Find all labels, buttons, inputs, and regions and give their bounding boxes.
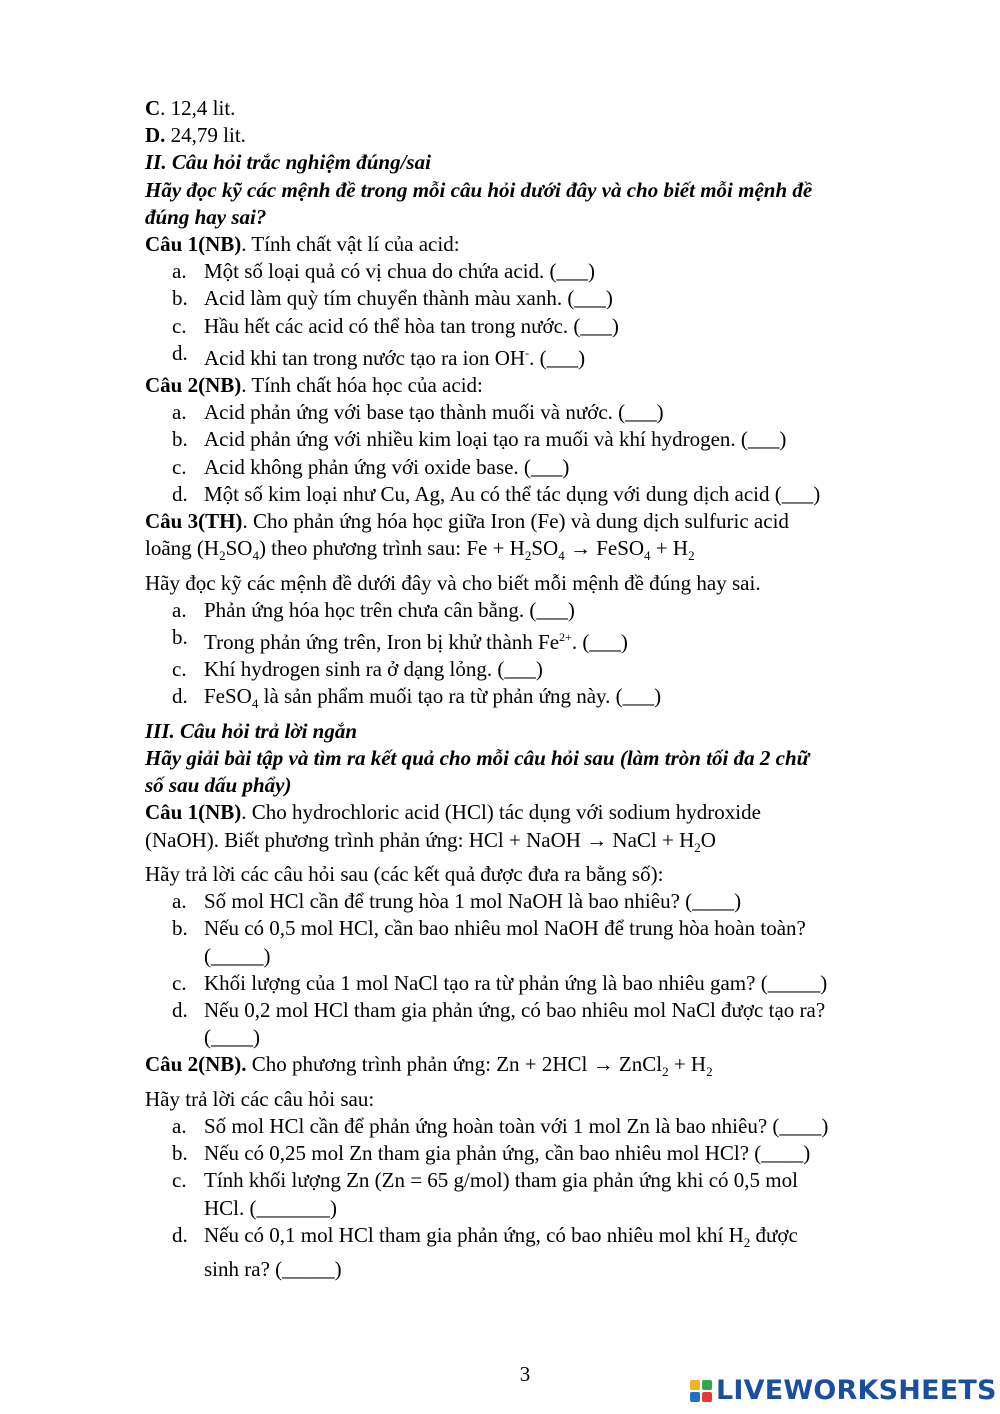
option-c: C. 12,4 lit. <box>145 96 236 120</box>
statement-item: a. Acid phản ứng với base tạo thành muối và nước. (___) <box>172 400 664 425</box>
question-equation-line: loãng $(H_2SO_4)$ theo phương trình sau: $Fe + H_2SO_4$ → FeSO$_4$ + $H_2$ <box>145 536 695 564</box>
liveworksheets-brand[interactable] <box>690 1375 997 1406</box>
short-answer-item: c. Khối lượng của 1 mol NaCl tạo ra từ phản ứng là bao nhiêu gam? (_____) <box>172 970 828 995</box>
statement-item: b. Acid phản ứng với nhiều kim loại tạo ra muối và khí hydrogen. (___) <box>172 427 787 452</box>
question-heading: Câu 1(NB). Cho hydrochloric acid (HCl) tác dụng với sodium hydroxide <box>145 800 761 825</box>
question-heading: Câu 3(TH). Cho phản ứng hóa học giữa Iron (Fe) và dung dịch sulfuric acid <box>145 509 789 534</box>
short-answer-item: c. Tính khối lượng Zn (Zn = 65 g/mol) tham gia phản ứng khi có 0,5 mol HCl. (_______) <box>172 1168 798 1220</box>
statement-item: d. FeSO$_4$ là sản phẩm muối tạo ra từ phản ứng này. (___) <box>172 684 662 712</box>
statement-item: c. Khí hydrogen sinh ra ở dạng lỏng. (___) <box>172 657 543 682</box>
section-3-instruction: Hãy giải bài tập và tìm ra kết quả cho mỗi câu hỏi sau (làm tròn tối đa 2 chữ <box>145 746 810 771</box>
question-heading: Câu 2(NB). Tính chất hóa học của acid: <box>145 373 483 398</box>
question-instruction: Hãy trả lời các câu hỏi sau: <box>145 1086 375 1111</box>
question-heading: Câu 2(NB). Cho phương trình phản ứng: Zn + 2HCl → ZnCl$_2$ + $H_2$ <box>145 1052 713 1080</box>
section-3-title: III. Câu hỏi trả lời ngắn <box>145 718 358 743</box>
section-2-instruction: Hãy đọc kỹ các mệnh đề trong mỗi câu hỏi dưới đây và cho biết mỗi mệnh đề <box>145 177 813 202</box>
short-answer-item: b. Nếu có 0,25 mol Zn tham gia phản ứng, cần bao nhiêu mol HCl? (____) <box>172 1141 811 1166</box>
document-page <box>145 95 925 1283</box>
page-number: 3 <box>519 1362 531 1386</box>
question-heading: Câu 1(NB). Tính chất vật lí của acid: <box>145 232 460 257</box>
short-answer-item: b. Nếu có 0,5 mol HCl, cần bao nhiêu mol NaOH để trung hòa hoàn toàn? (_____) <box>172 916 806 968</box>
logo-square-yellow <box>690 1380 700 1390</box>
statement-item: d. Acid khi tan trong nước tạo ra ion OH-. (___) <box>172 340 586 370</box>
short-answer-item: a. Số mol HCl cần để trung hòa 1 mol NaOH là bao nhiêu? (____) <box>172 889 742 914</box>
question-instruction: Hãy trả lời các câu hỏi sau (các kết quả được đưa ra bằng số): <box>145 862 664 887</box>
statement-item: a. Một số loại quả có vị chua do chứa acid. (___) <box>172 259 596 284</box>
short-answer-item: d. Nếu 0,2 mol HCl tham gia phản ứng, có bao nhiêu mol NaCl được tạo ra? (____) <box>172 998 826 1050</box>
statement-item: b. Acid làm quỳ tím chuyển thành màu xanh. (___) <box>172 286 613 311</box>
logo-square-red <box>702 1392 712 1402</box>
logo-square-blue <box>690 1392 700 1402</box>
logo-square-green <box>702 1380 712 1390</box>
statement-item: b. Trong phản ứng trên, Iron bị khử thành $Fe^{2+}$. (___) <box>172 625 628 655</box>
brand-text: LIVEWORKSHEETS <box>716 1375 997 1406</box>
statement-item: d. Một số kim loại như Cu, Ag, Au có thể tác dụng với dung dịch acid (___) <box>172 481 821 506</box>
statement-item: c. Hầu hết các acid có thể hòa tan trong nước. (___) <box>172 313 619 338</box>
section-2-instruction-cont: đúng hay sai? <box>145 204 267 229</box>
question-equation-line: (NaOH). Biết phương trình phản ứng: HCl + NaOH → NaCl + $H_2O$ <box>145 827 716 855</box>
short-answer-item: a. Số mol HCl cần để phản ứng hoàn toàn với 1 mol Zn là bao nhiêu? (____) <box>172 1114 829 1139</box>
option-d: D. 24,79 lit. <box>145 123 246 148</box>
liveworksheets-logo-icon <box>690 1380 712 1402</box>
statement-item: a. Phản ứng hóa học trên chưa cân bằng. (___) <box>172 597 575 622</box>
statement-item: c. Acid không phản ứng với oxide base. (___) <box>172 454 570 479</box>
section-3-instruction-cont: số sau dấu phẩy) <box>145 773 292 798</box>
section-2-title: II. Câu hỏi trắc nghiệm đúng/sai <box>145 150 431 175</box>
question-instruction: Hãy đọc kỹ các mệnh đề dưới đây và cho biết mỗi mệnh đề đúng hay sai. <box>145 570 761 595</box>
short-answer-item: d. Nếu có 0,1 mol HCl tham gia phản ứng, có bao nhiêu mol khí $H_2$ được sinh ra? (_____) <box>172 1222 798 1282</box>
